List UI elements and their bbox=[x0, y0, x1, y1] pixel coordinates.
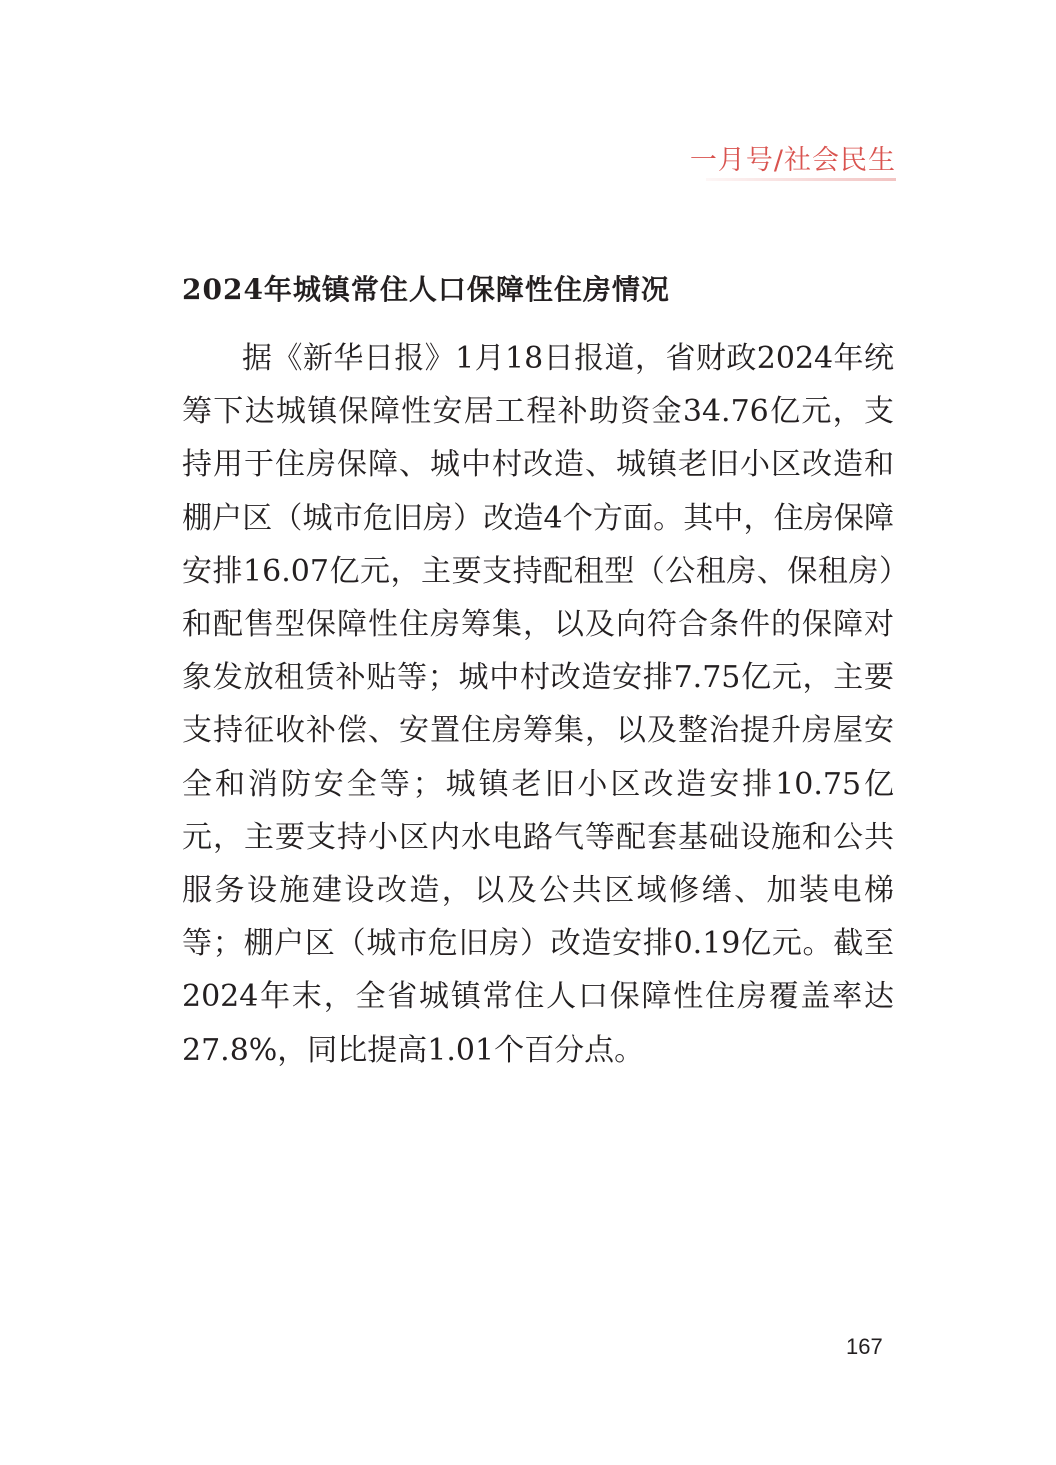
article-title: 2024年城镇常住人口保障性住房情况 bbox=[182, 273, 670, 306]
header-divider bbox=[706, 178, 896, 181]
page-number: 167 bbox=[846, 1334, 883, 1359]
section-header: 一月号/社会民生 bbox=[689, 145, 896, 176]
article-body: 据《新华日报》1月18日报道，省财政2024年统筹下达城镇保障性安居工程补助资金34.76亿元，支持用于住房保障、城中村改造、城镇老旧小区改造和棚户区（城市危旧房）改造4个方面。其中，住房保障安排16.07亿元，主要支持配租型（公租房、保租房）和配售型保障性住房筹集，以及向符合条件的保障对象发放租赁补贴等；城中村改造安排7.75亿元，主要支持征收补偿、安置住房筹集，以及整治提升房屋安全和消防安全等；城镇老旧小区改造安排10.75亿元，主要支持小区内水电路气等配套基础设施和公共服务设施建设改造，以及公共区域修缮、加装电梯等；棚户区（城市危旧房）改造安排0.19亿元。截至2024年末，全省城镇常住人口保障性住房覆盖率达27.8%，同比提高1.01个百分点。 bbox=[182, 341, 894, 1068]
